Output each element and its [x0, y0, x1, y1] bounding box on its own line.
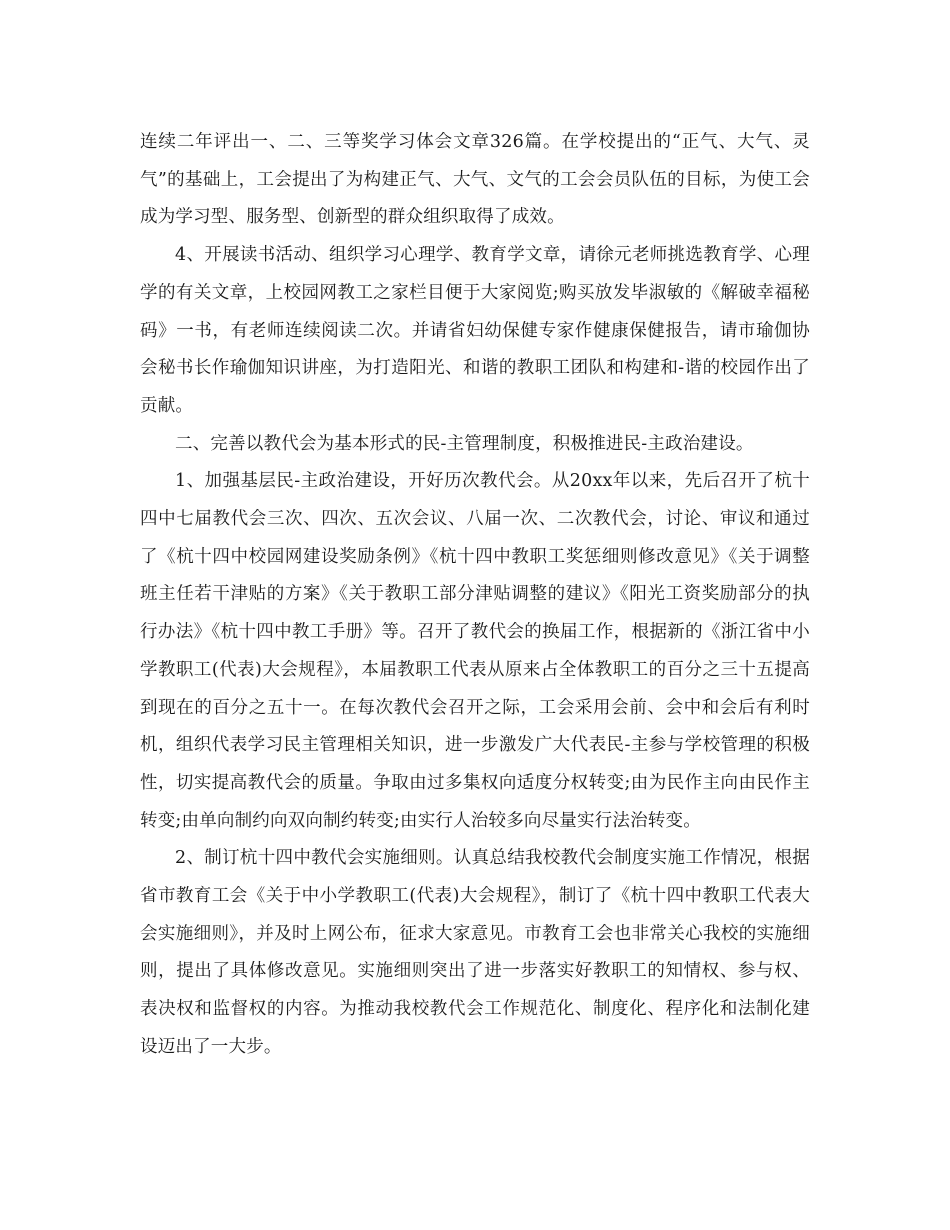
paragraph-implementation-rules: 2、制订杭十四中教代会实施细则。认真总结我校教代会制度实施工作情况，根据省市教育工会《关于中小学教职工(代表)大会规程》，制订了《杭十四中教职工代表大会实施细则》，并及时上网公布，征求大家意见。市教育工会也非常关心我校的实施细则，提出了具体修改意见。实施细则突出了进一步落实好教职工的知情权、参与权、表决权和监督权的内容。为推动我校教代会工作规范化、制度化、程序化和法制化建设迈出了一大步。 — [140, 848, 810, 1057]
paragraph-staff-congress-meetings: 1、加强基层民-主政治建设，开好历次教代会。从20xx年以来，先后召开了杭十四中七届教代会三次、四次、五次会议、八届一次、二次教代会，讨论、审议和通过了《杭十四中校园网建设奖励条例》《杭十四中教职工奖惩细则修改意见》《关于调整班主任若干津贴的方案》《关于教职工部分津贴调整的建议》《阳光工资奖励部分的执行办法》《杭十四中教工手册》等。召开了教代会的换届工作，根据新的《浙江省中小学教职工(代表)大会规程》，本届教职工代表从原来占全体教职工的百分之三十五提高到现在的百分之五十一。在每次教代会召开之际，工会采用会前、会中和会后有利时机，组织代表学习民主管理相关知识，进一步激发广大代表民-主参与学校管理的积极性，切实提高教代会的质量。争取由过多集权向适度分权转变;由为民作主向由民作主转变;由单向制约向双向制约转变;由实行人治较多向尽量实行法治转变。 — [140, 471, 810, 831]
paragraph-award-articles: 连续二年评出一、二、三等奖学习体会文章326篇。在学校提出的“正气、大气、灵气”的基础上，工会提出了为构建正气、大气、文气的工会会员队伍的目标，为使工会成为学习型、服务型、创新型的群众组织取得了成效。 — [140, 132, 810, 228]
section-heading-democratic-management: 二、完善以教代会为基本形式的民-主管理制度，积极推进民-主政治建设。 — [175, 433, 754, 454]
document-body — [140, 124, 810, 1067]
paragraph-reading-activity: 4、开展读书活动、组织学习心理学、教育学文章，请徐元老师挑选教育学、心理学的有关文章，上校园网教工之家栏目便于大家阅览;购买放发毕淑敏的《解破幸福秘码》一书，有老师连续阅读二次。并请省妇幼保健专家作健康保健报告，请市瑜伽协会秘书长作瑜伽知识讲座，为打造阳光、和谐的教职工团队和构建和-谐的校园作出了贡献。 — [140, 245, 810, 416]
